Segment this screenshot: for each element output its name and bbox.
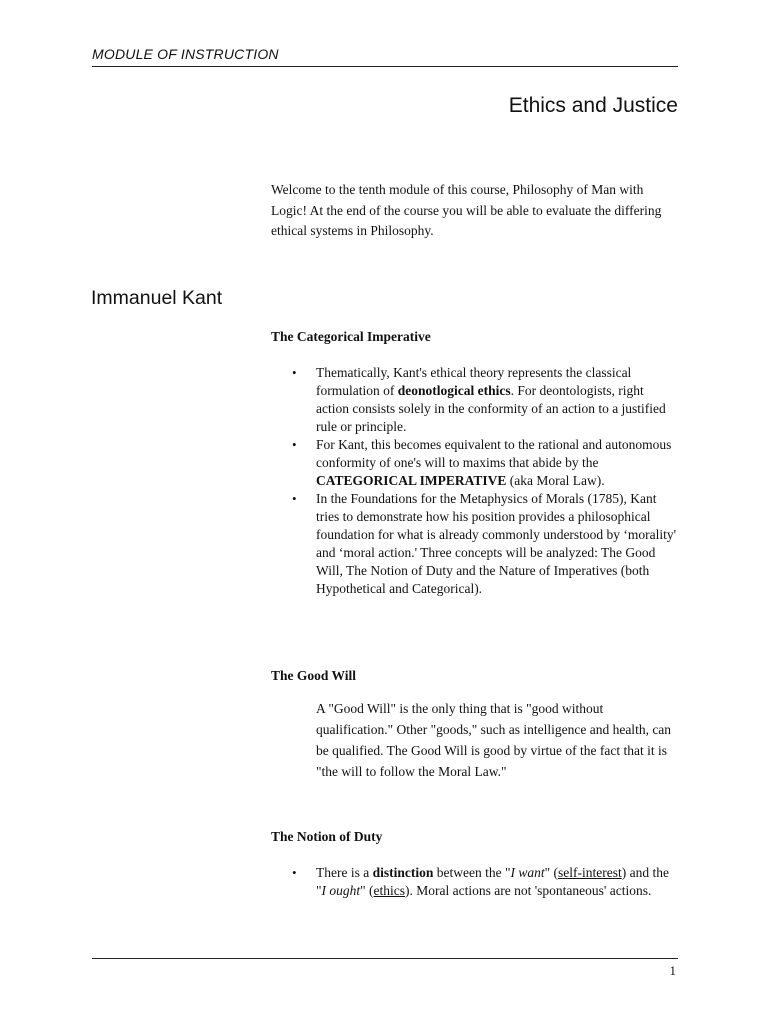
italic-term: I ought bbox=[321, 883, 361, 898]
bullet-text: between the " bbox=[433, 865, 511, 880]
bullet-text: " ( bbox=[360, 883, 374, 898]
categorical-imperative-heading: The Categorical Imperative bbox=[271, 329, 431, 344]
bullet-text: . For deontologists, right action consists solely in the conformity of an action to a justified rule or principle. bbox=[316, 383, 666, 434]
bold-term: distinction bbox=[372, 865, 434, 880]
list-item bbox=[292, 864, 680, 900]
bullet-text: Thematically, Kant's ethical theory represents the classical formulation of bbox=[316, 365, 632, 398]
bullet-text: " ( bbox=[544, 865, 559, 880]
header-divider bbox=[92, 66, 678, 67]
notion-of-duty-list bbox=[292, 864, 680, 900]
bullet-text: In the Foundations for the Metaphysics of Morals (1785), Kant tries to demonstrate how his position provides a philosophical foundation for what is already commonly understood by ‘morality' and ‘moral action.' Three concepts will be analyzed: The Good Will, The Notion of Duty and the Nature of Imperatives (both Hypothetical and Categorical). bbox=[316, 491, 677, 596]
bullet-icon: • bbox=[292, 365, 297, 380]
bold-term: CATEGORICAL IMPERATIVE bbox=[316, 473, 507, 488]
underlined-term: ethics bbox=[373, 883, 406, 898]
good-will-paragraph: A "Good Will" is the only thing that is "good without qualification." Other "goods," such as intelligence and health, can be qualified. The Good Will is good by virtue of the fact that it is "the will to follow the Moral Law." bbox=[316, 701, 672, 779]
bullet-text: There is a bbox=[316, 865, 373, 880]
list-item bbox=[292, 490, 680, 598]
running-header: MODULE OF INSTRUCTION bbox=[92, 46, 279, 62]
italic-term: I want bbox=[510, 865, 545, 880]
underlined-term: self-interest bbox=[558, 865, 622, 880]
section-title: Immanuel Kant bbox=[91, 287, 223, 309]
bullet-text: ). Moral actions are not 'spontaneous' actions. bbox=[405, 883, 652, 898]
list-item bbox=[292, 364, 680, 436]
bullet-text: For Kant, this becomes equivalent to the rational and autonomous conformity of one's will to maxims that abide by the bbox=[316, 437, 672, 470]
bullet-icon: • bbox=[292, 865, 297, 880]
footer-divider bbox=[92, 958, 678, 959]
bullet-text: ) and the " bbox=[316, 865, 669, 898]
page-number: 1 bbox=[669, 963, 676, 978]
bullet-text: (aka Moral Law). bbox=[506, 473, 605, 488]
list-item bbox=[292, 436, 680, 490]
bullet-icon: • bbox=[292, 491, 297, 506]
bold-term: deonotlogical ethics bbox=[397, 383, 511, 398]
document-title: Ethics and Justice bbox=[508, 94, 678, 117]
categorical-imperative-list bbox=[292, 364, 680, 598]
intro-paragraph: Welcome to the tenth module of this course, Philosophy of Man with Logic! At the end of the course you will be able to evaluate the differing ethical systems in Philosophy. bbox=[271, 182, 662, 238]
bullet-icon: • bbox=[292, 437, 297, 452]
notion-of-duty-heading: The Notion of Duty bbox=[271, 829, 383, 844]
good-will-heading: The Good Will bbox=[271, 668, 357, 683]
